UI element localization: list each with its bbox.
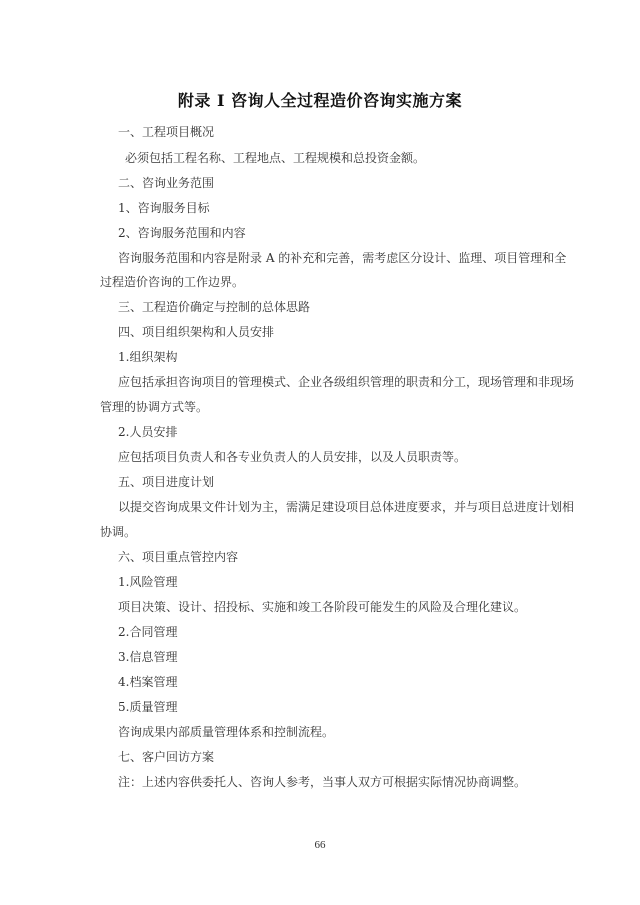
paragraph-6-1: 项目决策、设计、招投标、实施和竣工各阶段可能发生的风险及合理化建议。 bbox=[118, 600, 527, 614]
paragraph-4-2: 应包括项目负责人和各专业负责人的人员安排，以及人员职责等。 bbox=[118, 450, 467, 464]
section-heading-5: 五、项目进度计划 bbox=[118, 475, 215, 489]
subheading-2-2: 2、咨询服务范围和内容 bbox=[118, 226, 246, 240]
paragraph-6-5: 咨询成果内部质量管理体系和控制流程。 bbox=[118, 725, 335, 739]
subheading-2-1: 1、咨询服务目标 bbox=[118, 201, 210, 215]
section-heading-3: 三、工程造价确定与控制的总体思路 bbox=[118, 300, 311, 314]
paragraph-5-line-2: 协调。 bbox=[100, 525, 137, 539]
paragraph-4-1-line-2: 管理的协调方式等。 bbox=[100, 400, 209, 414]
paragraph-2-line-2: 过程造价咨询的工作边界。 bbox=[100, 275, 245, 289]
subheading-4-1: 1.组织架构 bbox=[118, 350, 178, 364]
page-number: 66 bbox=[314, 839, 326, 851]
paragraph-2-line-1: 咨询服务范围和内容是附录 A 的补充和完善，需考虑区分设计、监理、项目管理和全 bbox=[118, 251, 567, 265]
section-heading-4: 四、项目组织架构和人员安排 bbox=[118, 325, 275, 339]
subheading-4-2: 2.人员安排 bbox=[118, 425, 178, 439]
subheading-6-2: 2.合同管理 bbox=[118, 625, 178, 639]
subheading-6-1: 1.风险管理 bbox=[118, 575, 178, 589]
section-heading-2: 二、咨询业务范围 bbox=[118, 176, 215, 190]
note-text: 注：上述内容供委托人、咨询人参考，当事人双方可根据实际情况协商调整。 bbox=[118, 775, 527, 789]
section-heading-6: 六、项目重点管控内容 bbox=[118, 550, 239, 564]
section-heading-7: 七、客户回访方案 bbox=[118, 750, 215, 764]
appendix-title: 附录 I 咨询人全过程造价咨询实施方案 bbox=[177, 91, 463, 110]
subheading-6-3: 3.信息管理 bbox=[118, 650, 178, 664]
paragraph-1: 必须包括工程名称、工程地点、工程规模和总投资金额。 bbox=[125, 151, 426, 165]
section-heading-1: 一、工程项目概况 bbox=[118, 125, 215, 139]
subheading-6-5: 5.质量管理 bbox=[118, 700, 178, 714]
paragraph-5-line-1: 以提交咨询成果文件计划为主，需满足建设项目总体进度要求，并与项目总进度计划相 bbox=[118, 500, 575, 514]
paragraph-4-1-line-1: 应包括承担咨询项目的管理模式、企业各级组织管理的职责和分工，现场管理和非现场 bbox=[118, 375, 575, 389]
subheading-6-4: 4.档案管理 bbox=[118, 675, 178, 689]
